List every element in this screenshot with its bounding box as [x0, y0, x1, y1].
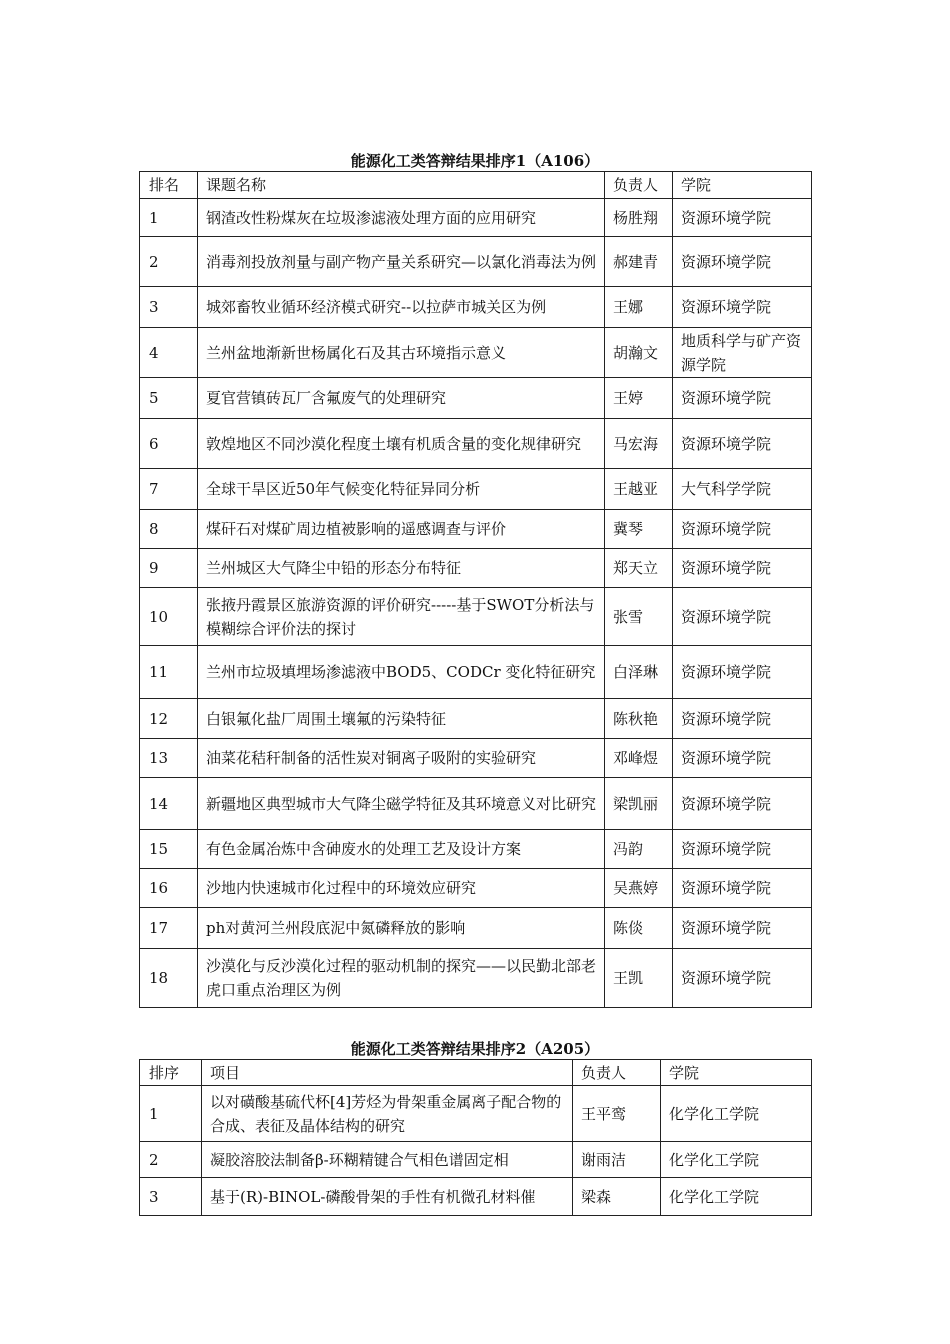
header-rank: 排名: [140, 172, 198, 199]
cell-owner: 陈倓: [605, 908, 673, 949]
table-row: [140, 469, 812, 510]
cell-college: 资源环境学院: [673, 830, 812, 869]
cell-rank: 2: [140, 1142, 202, 1178]
header-owner: 负责人: [605, 172, 673, 199]
table-row: [140, 699, 812, 739]
cell-college: 化学化工学院: [661, 1086, 812, 1142]
table-row: [140, 949, 812, 1008]
table-row: [140, 1142, 812, 1178]
cell-rank: 1: [140, 199, 198, 237]
cell-title: 煤矸石对煤矿周边植被影响的遥感调查与评价: [198, 510, 605, 549]
cell-owner: 郝建青: [605, 237, 673, 287]
header-rank: 排序: [140, 1060, 202, 1086]
header-title: 课题名称: [198, 172, 605, 199]
cell-owner: 吴燕婷: [605, 869, 673, 908]
cell-rank: 6: [140, 419, 198, 469]
cell-owner: 王凯: [605, 949, 673, 1008]
cell-title: 凝胶溶胶法制备β-环糊精键合气相色谱固定相: [202, 1142, 573, 1178]
cell-rank: 7: [140, 469, 198, 510]
cell-title: 基于(R)-BINOL-磷酸骨架的手性有机微孔材料催: [202, 1178, 573, 1216]
cell-rank: 9: [140, 549, 198, 588]
cell-owner: 邓峰煜: [605, 739, 673, 778]
cell-college: 资源环境学院: [673, 588, 812, 646]
cell-rank: 8: [140, 510, 198, 549]
cell-owner: 白泽琳: [605, 646, 673, 699]
cell-owner: 冯韵: [605, 830, 673, 869]
cell-college: 资源环境学院: [673, 237, 812, 287]
results-section-2: [139, 1039, 811, 1216]
cell-owner: 杨胜翔: [605, 199, 673, 237]
cell-college: 资源环境学院: [673, 778, 812, 830]
cell-title: 兰州盆地渐新世杨属化石及其古环境指示意义: [198, 328, 605, 378]
table-row: [140, 778, 812, 830]
cell-rank: 14: [140, 778, 198, 830]
cell-title: 油菜花秸秆制备的活性炭对铜离子吸附的实验研究: [198, 739, 605, 778]
cell-title: 夏官营镇砖瓦厂含氟废气的处理研究: [198, 378, 605, 419]
cell-owner: 王平鸾: [573, 1086, 661, 1142]
table-row: [140, 549, 812, 588]
cell-college: 资源环境学院: [673, 949, 812, 1008]
header-row: [140, 1060, 812, 1086]
table-row: [140, 1086, 812, 1142]
cell-college: 资源环境学院: [673, 419, 812, 469]
cell-owner: 马宏海: [605, 419, 673, 469]
results-table-1: [139, 171, 812, 1008]
table-row: [140, 328, 812, 378]
cell-college: 化学化工学院: [661, 1178, 812, 1216]
cell-college: 资源环境学院: [673, 199, 812, 237]
cell-title: 钢渣改性粉煤灰在垃圾渗滤液处理方面的应用研究: [198, 199, 605, 237]
cell-title: 白银氟化盐厂周围土壤氟的污染特征: [198, 699, 605, 739]
cell-rank: 1: [140, 1086, 202, 1142]
header-title: 项目: [202, 1060, 573, 1086]
cell-owner: 陈秋艳: [605, 699, 673, 739]
cell-title: 以对磺酸基硫代杯[4]芳烃为骨架重金属离子配合物的合成、表征及晶体结构的研究: [202, 1086, 573, 1142]
header-college: 学院: [661, 1060, 812, 1086]
cell-rank: 3: [140, 287, 198, 328]
cell-title: 兰州城区大气降尘中铅的形态分布特征: [198, 549, 605, 588]
header-row: [140, 172, 812, 199]
cell-title: 沙地内快速城市化过程中的环境效应研究: [198, 869, 605, 908]
cell-owner: 王越亚: [605, 469, 673, 510]
cell-college: 化学化工学院: [661, 1142, 812, 1178]
results-section-1: [139, 151, 811, 1008]
cell-college: 资源环境学院: [673, 646, 812, 699]
cell-rank: 18: [140, 949, 198, 1008]
cell-rank: 15: [140, 830, 198, 869]
cell-title: 城郊畜牧业循环经济模式研究--以拉萨市城关区为例: [198, 287, 605, 328]
table-row: [140, 646, 812, 699]
cell-owner: 胡瀚文: [605, 328, 673, 378]
table-row: [140, 830, 812, 869]
header-owner: 负责人: [573, 1060, 661, 1086]
table-row: [140, 510, 812, 549]
cell-college: 资源环境学院: [673, 549, 812, 588]
cell-owner: 梁森: [573, 1178, 661, 1216]
cell-owner: 郑天立: [605, 549, 673, 588]
cell-title: 兰州市垃圾填埋场渗滤液中BOD5、CODCr 变化特征研究: [198, 646, 605, 699]
cell-owner: 王婷: [605, 378, 673, 419]
cell-owner: 谢雨洁: [573, 1142, 661, 1178]
cell-owner: 冀琴: [605, 510, 673, 549]
cell-title: 敦煌地区不同沙漠化程度土壤有机质含量的变化规律研究: [198, 419, 605, 469]
cell-rank: 3: [140, 1178, 202, 1216]
cell-owner: 梁凯丽: [605, 778, 673, 830]
cell-title: 张掖丹霞景区旅游资源的评价研究-----基于SWOT分析法与模糊综合评价法的探讨: [198, 588, 605, 646]
cell-owner: 王娜: [605, 287, 673, 328]
cell-rank: 11: [140, 646, 198, 699]
cell-college: 资源环境学院: [673, 699, 812, 739]
cell-rank: 4: [140, 328, 198, 378]
table-row: [140, 588, 812, 646]
header-college: 学院: [673, 172, 812, 199]
cell-college: 资源环境学院: [673, 908, 812, 949]
cell-rank: 2: [140, 237, 198, 287]
cell-rank: 17: [140, 908, 198, 949]
cell-title: 新疆地区典型城市大气降尘磁学特征及其环境意义对比研究: [198, 778, 605, 830]
cell-college: 地质科学与矿产资源学院: [673, 328, 812, 378]
table-row: [140, 1178, 812, 1216]
table-row: [140, 739, 812, 778]
table-row: [140, 287, 812, 328]
cell-college: 资源环境学院: [673, 378, 812, 419]
table-row: [140, 869, 812, 908]
table-title: 能源化工类答辩结果排序1（A106）: [350, 152, 600, 170]
table-title: 能源化工类答辩结果排序2（A205）: [350, 1040, 600, 1058]
cell-title: 沙漠化与反沙漠化过程的驱动机制的探究——以民勤北部老虎口重点治理区为例: [198, 949, 605, 1008]
table-row: [140, 378, 812, 419]
results-table-2: [139, 1059, 812, 1216]
cell-college: 资源环境学院: [673, 739, 812, 778]
table-row: [140, 199, 812, 237]
cell-title: 有色金属冶炼中含砷废水的处理工艺及设计方案: [198, 830, 605, 869]
cell-college: 资源环境学院: [673, 287, 812, 328]
cell-rank: 5: [140, 378, 198, 419]
cell-title: ph对黄河兰州段底泥中氮磷释放的影响: [198, 908, 605, 949]
table-row: [140, 419, 812, 469]
table-row: [140, 237, 812, 287]
cell-college: 资源环境学院: [673, 510, 812, 549]
cell-rank: 16: [140, 869, 198, 908]
cell-owner: 张雪: [605, 588, 673, 646]
cell-rank: 10: [140, 588, 198, 646]
table-row: [140, 908, 812, 949]
cell-title: 消毒剂投放剂量与副产物产量关系研究—以氯化消毒法为例: [198, 237, 605, 287]
cell-college: 大气科学学院: [673, 469, 812, 510]
cell-college: 资源环境学院: [673, 869, 812, 908]
cell-title: 全球干旱区近50年气候变化特征异同分析: [198, 469, 605, 510]
cell-rank: 13: [140, 739, 198, 778]
cell-rank: 12: [140, 699, 198, 739]
